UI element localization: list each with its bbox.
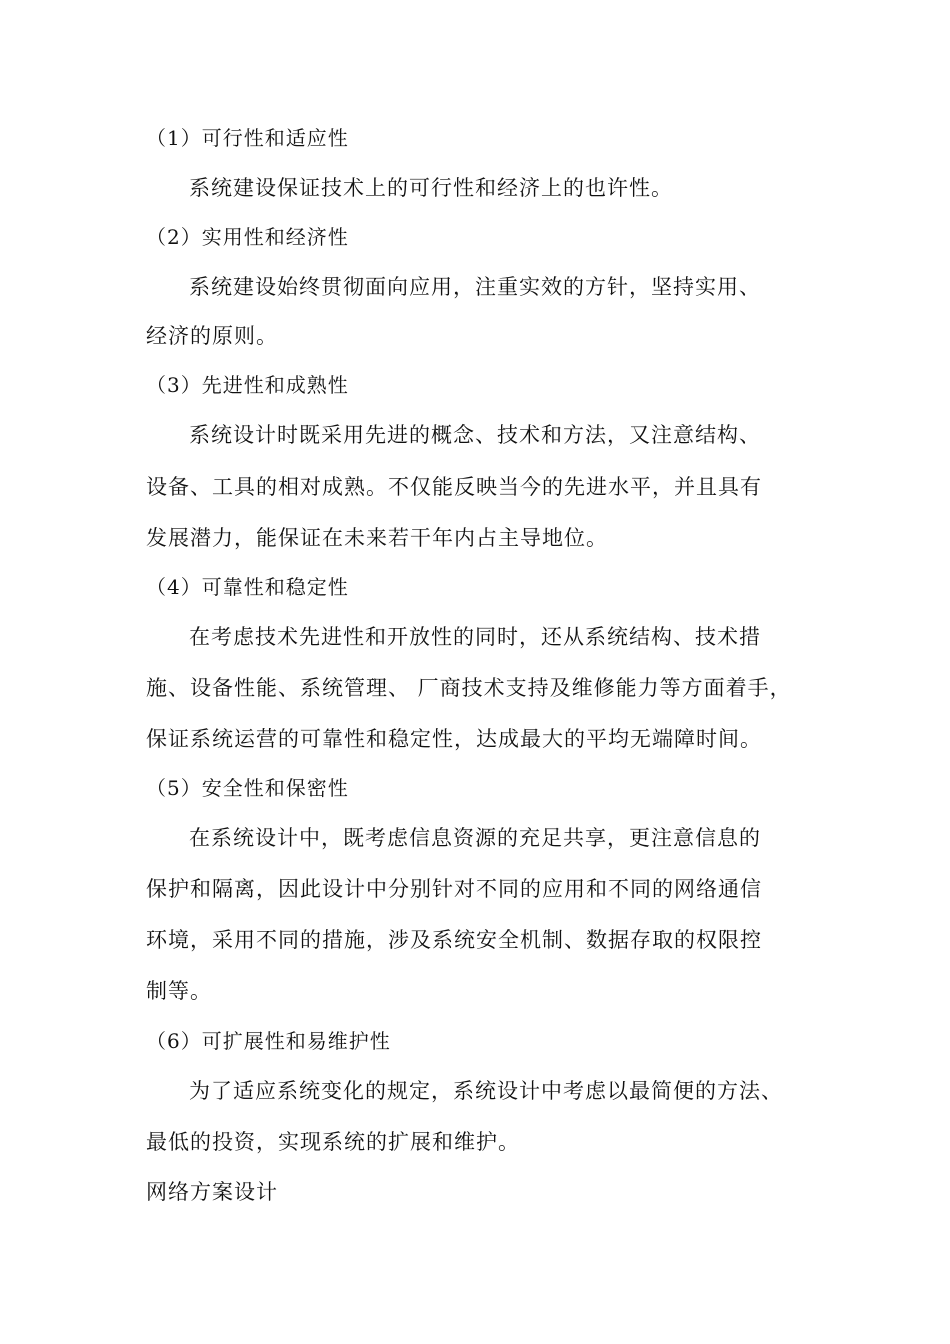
paragraph-feasibility: 系统建设保证技术上的可行性和经济上的也许性。 bbox=[189, 176, 673, 200]
heading-practicality: （2）实用性和经济性 bbox=[146, 225, 349, 249]
paragraph-security-line-2: 保护和隔离，因此设计中分别针对不同的应用和不同的网络通信 bbox=[146, 877, 762, 901]
heading-advancement: （3）先进性和成熟性 bbox=[146, 373, 349, 397]
paragraph-security-line-1: 在系统设计中，既考虑信息资源的充足共享，更注意信息的 bbox=[189, 826, 761, 850]
paragraph-scalability-line-1: 为了适应系统变化的规定，系统设计中考虑以最简便的方法、 bbox=[189, 1079, 783, 1103]
section-title-network-design: 网络方案设计 bbox=[146, 1180, 278, 1204]
heading-scalability: （6）可扩展性和易维护性 bbox=[146, 1029, 391, 1053]
heading-security: （5）安全性和保密性 bbox=[146, 776, 349, 800]
heading-reliability: （4）可靠性和稳定性 bbox=[146, 575, 349, 599]
heading-feasibility: （1）可行性和适应性 bbox=[146, 126, 349, 150]
paragraph-advancement-line-3: 发展潜力，能保证在未来若干年内占主导地位。 bbox=[146, 526, 608, 550]
paragraph-security-line-4: 制等。 bbox=[146, 979, 212, 1003]
paragraph-security-line-3: 环境，采用不同的措施，涉及系统安全机制、数据存取的权限控 bbox=[146, 928, 762, 952]
paragraph-reliability-line-1: 在考虑技术先进性和开放性的同时，还从系统结构、技术措 bbox=[189, 625, 761, 649]
paragraph-advancement-line-2: 设备、工具的相对成熟。不仅能反映当今的先进水平，并且具有 bbox=[146, 475, 762, 499]
paragraph-practicality-line-2: 经济的原则。 bbox=[146, 324, 278, 348]
paragraph-reliability-line-3: 保证系统运营的可靠性和稳定性，达成最大的平均无端障时间。 bbox=[146, 727, 762, 751]
paragraph-scalability-line-2: 最低的投资，实现系统的扩展和维护。 bbox=[146, 1130, 520, 1154]
paragraph-advancement-line-1: 系统设计时既采用先进的概念、技术和方法，又注意结构、 bbox=[189, 423, 761, 447]
paragraph-reliability-line-2: 施、设备性能、系统管理、 厂商技术支持及维修能力等方面着手， bbox=[146, 676, 792, 700]
paragraph-practicality-line-1: 系统建设始终贯彻面向应用，注重实效的方针，坚持实用、 bbox=[189, 275, 761, 299]
